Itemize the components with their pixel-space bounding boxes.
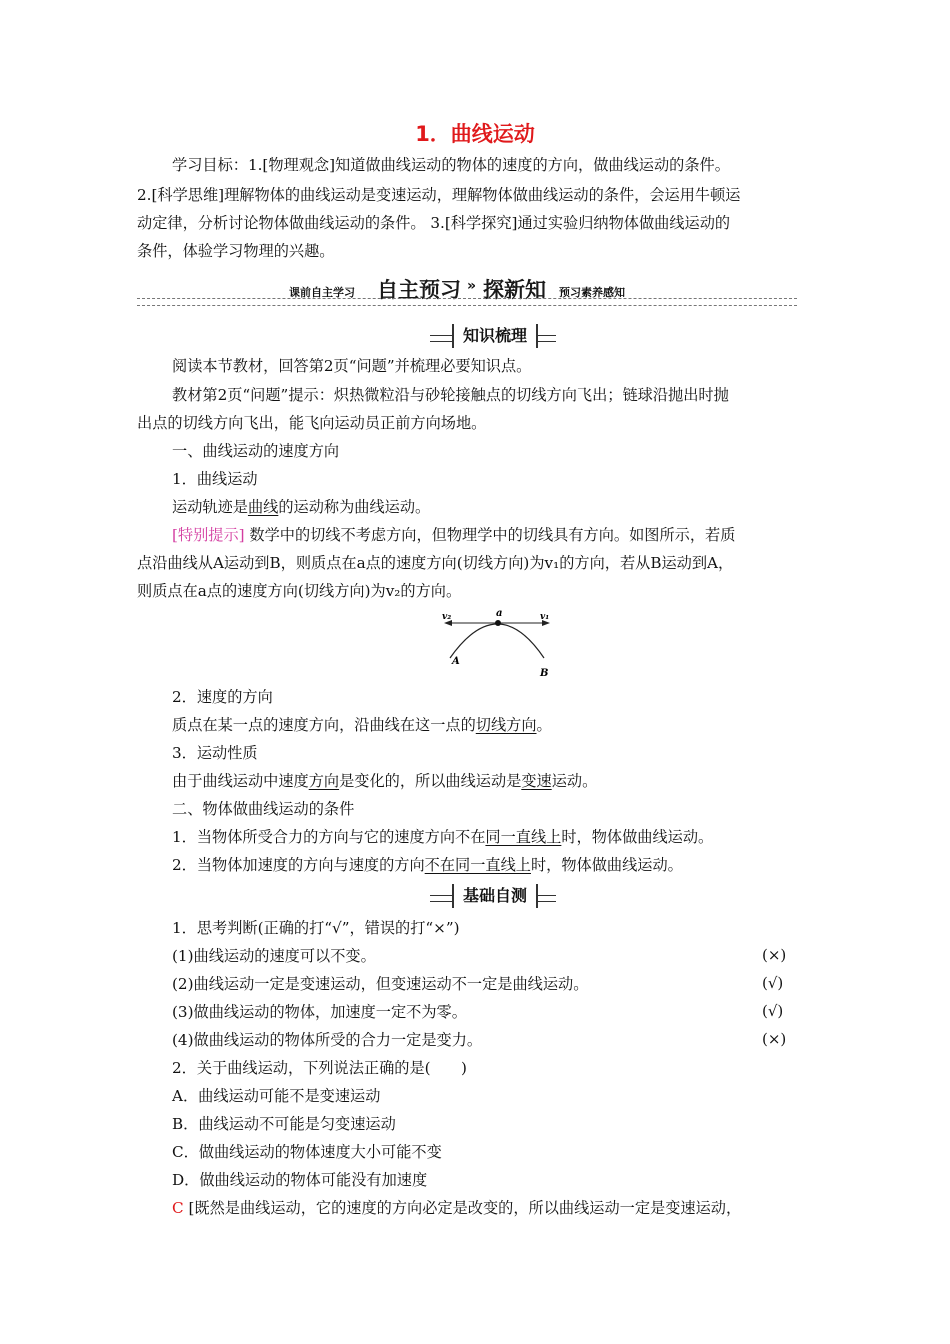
label-v2: v₂ [442, 612, 452, 622]
tip-label: [特别提示] [172, 526, 245, 544]
tip-line [172, 525, 852, 545]
label-B: B [540, 668, 549, 679]
objectives-line-3: 动定律，分析讨论物体做曲线运动的条件。 3.[科学探究]通过实验归纳物体做曲线运动的 [137, 214, 731, 232]
label-a: a [496, 608, 503, 619]
answer-underline: 同一直线上 [485, 828, 562, 846]
judge-mark: (×) [762, 1030, 787, 1048]
text: 数学中的切线不考虑方向，但物理学中的切线具有方向。如图所示，若质 [244, 526, 736, 544]
text: 1．当物体所受合力的方向与它的速度方向不在 [172, 828, 486, 846]
answer-underline: 方向 [308, 772, 340, 790]
text: 质点在某一点的速度方向，沿曲线在这一点的 [172, 716, 476, 734]
question-2: 2．关于曲线运动，下列说法正确的是( ) [172, 1059, 467, 1077]
tip-line: 则质点在a点的速度方向(切线方向)为v₂的方向。 [137, 582, 462, 600]
subheading: 3．运动性质 [172, 744, 258, 762]
curve-path [450, 624, 544, 658]
label-v1: v₁ [540, 612, 550, 622]
text: 的运动称为曲线运动。 [278, 498, 431, 516]
judge-mark: (×) [762, 946, 787, 964]
text: 时，物体做曲线运动。 [561, 828, 714, 846]
text: 是变化的，所以曲线运动是 [339, 772, 522, 790]
section-banner [137, 274, 797, 304]
paragraph [172, 855, 852, 875]
section-heading-selftest [430, 884, 556, 910]
page-title: 1．曲线运动 [415, 122, 535, 146]
banner-title-left: 自主预习 [377, 278, 461, 302]
point-a [495, 620, 501, 626]
question-1: 1．思考判断(正确的打“√”，错误的打“×”) [172, 919, 460, 937]
paragraph [172, 497, 852, 517]
text: 时，物体做曲线运动。 [530, 856, 683, 874]
paragraph: 阅读本节教材，回答第2页“问题”并梳理必要知识点。 [172, 357, 532, 375]
option-a: A．曲线运动可能不是变速运动 [172, 1087, 381, 1105]
objectives-line-2: 2.[科学思维]理解物体的曲线运动是变速运动，理解物体做曲线运动的条件，会运用牛顿运 [137, 186, 741, 204]
heading-label: 基础自测 [452, 884, 538, 908]
answer-underline: 切线方向 [475, 716, 537, 734]
banner-left-label: 课前自主学习 [289, 286, 355, 299]
paragraph [172, 715, 852, 735]
answer-line [172, 1198, 852, 1218]
label-A: A [452, 656, 460, 667]
option-b: B．曲线运动不可能是匀变速运动 [172, 1115, 396, 1133]
judge-item: (3)做曲线运动的物体，加速度一定不为零。 [172, 1003, 467, 1021]
option-d: D．做曲线运动的物体可能没有加速度 [172, 1171, 428, 1189]
banner-title-right: 探新知 [483, 278, 546, 302]
arrow-icon: » [467, 278, 477, 294]
subheading: 1．曲线运动 [172, 470, 258, 488]
text: 运动轨迹是 [172, 498, 248, 516]
judge-item: (1)曲线运动的速度可以不变。 [172, 947, 376, 965]
answer-text: [既然是曲线运动，它的速度的方向必定是改变的，所以曲线运动一定是变速运动， [188, 1199, 742, 1217]
objectives-line-1: 学习目标：1.[物理观念]知道做曲线运动的物体的速度的方向，做曲线运动的条件。 [172, 156, 730, 174]
judge-item: (4)做曲线运动的物体所受的合力一定是变力。 [172, 1031, 483, 1049]
answer-letter: C [172, 1199, 184, 1217]
banner-divider [137, 298, 797, 306]
text: 由于曲线运动中速度 [172, 772, 309, 790]
paragraph: 出点的切线方向飞出，能飞向运动员正前方向场地。 [137, 414, 487, 432]
paragraph [172, 771, 852, 791]
judge-mark: (√) [762, 1002, 784, 1020]
judge-item: (2)曲线运动一定是变速运动，但变速运动不一定是曲线运动。 [172, 975, 589, 993]
objectives-line-4: 条件，体验学习物理的兴趣。 [137, 242, 335, 260]
answer-underline: 变速 [521, 772, 552, 790]
text: 2．当物体加速度的方向与速度的方向 [172, 856, 425, 874]
option-c: C．做曲线运动的物体速度大小可能不变 [172, 1143, 442, 1161]
banner-right-label: 预习素养感知 [559, 286, 625, 299]
answer-underline: 曲线 [247, 498, 279, 516]
section-heading-knowledge [430, 324, 556, 350]
curve-figure [436, 604, 562, 684]
subheading: 2．速度的方向 [172, 688, 273, 706]
answer-underline: 不在同一直线上 [424, 856, 531, 874]
heading-2: 二、物体做曲线运动的条件 [172, 800, 355, 818]
paragraph: 教材第2页“问题”提示：炽热微粒沿与砂轮接触点的切线方向飞出；链球沿抛出时抛 [172, 386, 729, 404]
text: 。 [536, 716, 552, 734]
judge-mark: (√) [762, 974, 784, 992]
tip-line: 点沿曲线从A运动到B，则质点在a点的速度方向(切线方向)为v₁的方向，若从B运动到A， [137, 554, 734, 572]
heading-label: 知识梳理 [452, 324, 538, 348]
heading-1: 一、曲线运动的速度方向 [172, 442, 340, 460]
paragraph [172, 827, 852, 847]
text: 运动。 [551, 772, 598, 790]
